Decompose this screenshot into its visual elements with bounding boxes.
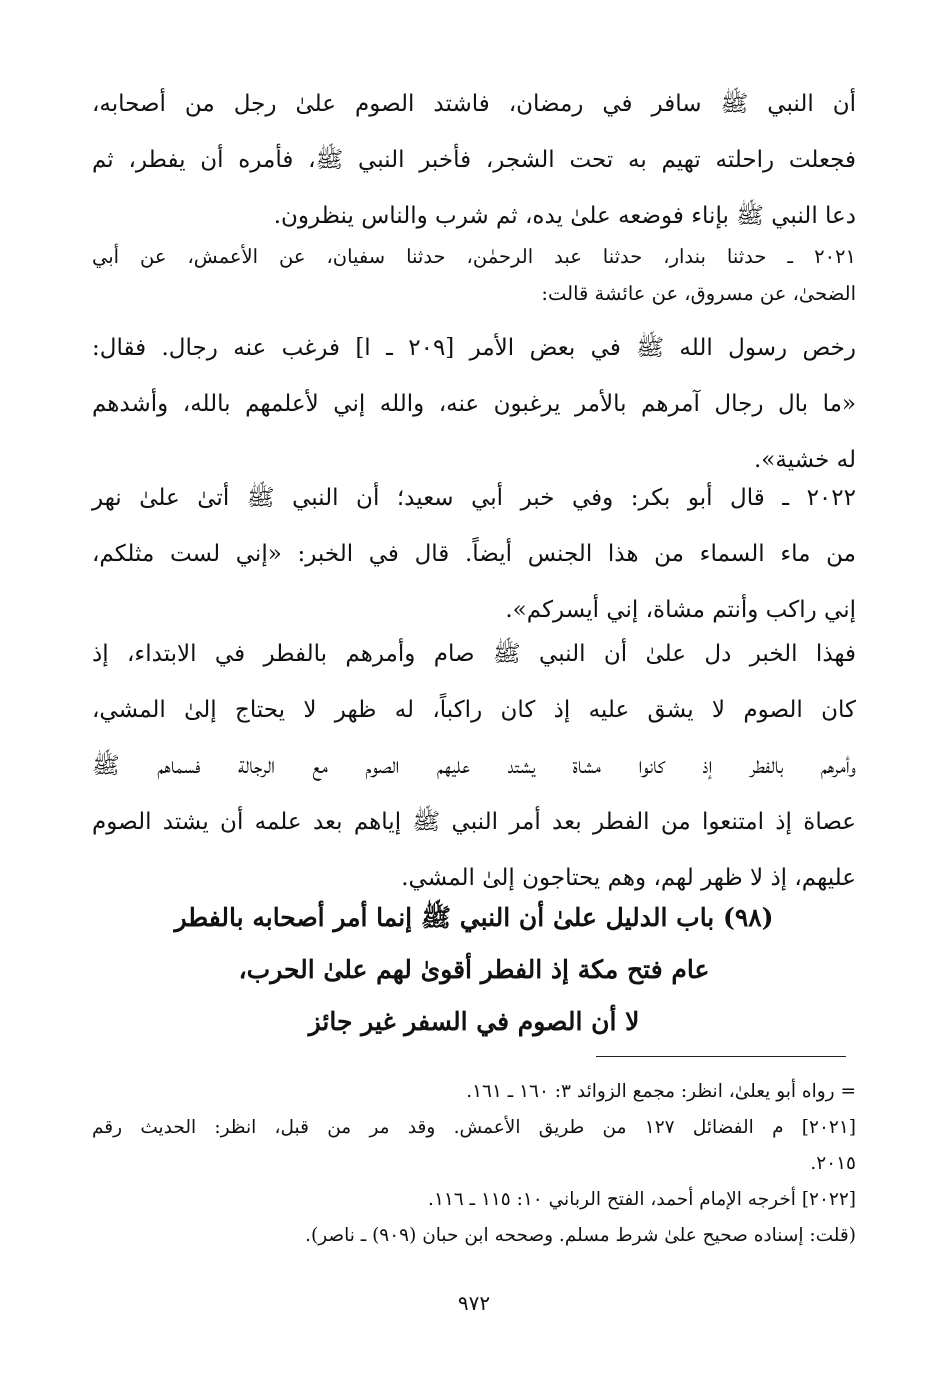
text-line: من ماء السماء من هذا الجنس أيضاً. قال في الخبر: «إني لست مثلكم، [92, 541, 856, 567]
text-line: فجعلت راحلته تهيم به تحت الشجر، فأخبر النبي ﷺ، فأمره أن يفطر، ثم [92, 147, 856, 173]
text-line: عصاة إذ امتنعوا من الفطر بعد أمر النبي ﷺ إياهم بعد علمه أن يشتد الصوم [92, 809, 856, 835]
text-line: عليهم، إذ لا ظهر لهم، وهم يحتاجون إلىٰ المشي. [401, 865, 856, 891]
commentary [92, 626, 856, 906]
text-line: وأمرهم بالفطر إذ كانوا مشاة يشتد عليهم الصوم مع الرجالة فسماهم ﷺ [92, 753, 856, 779]
text-line: دعا النبي ﷺ بإناء فوضعه علىٰ يده، ثم شرب والناس ينظرون. [273, 203, 856, 229]
text-line: رخص رسول الله ﷺ في بعض الأمر [٢٠٩ ـ ا] فرغب عنه رجال. فقال: [92, 335, 857, 361]
footnote-line: [٢٠٢٢] أخرجه الإمام أحمد، الفتح الرباني ١٠: ١١٥ ـ ١١٦. [428, 1189, 856, 1210]
isnad-2021 [92, 238, 856, 312]
page-number: ٩٧٢ [457, 1291, 491, 1315]
text-line: إني راكب وأنتم مشاة، إني أيسركم». [505, 597, 856, 623]
matn-2021 [92, 320, 856, 488]
heading-line: عام فتح مكة إذ الفطر أقوىٰ لهم علىٰ الحرب، [238, 955, 710, 984]
footnote-line: (قلت: إسناده صحيح علىٰ شرط مسلم. وصححه ابن حبان (٩٠٩) ـ ناصر). [305, 1225, 856, 1246]
hadith-continuation [92, 76, 856, 244]
footnote-line: [٢٠٢١] م الفضائل ١٢٧ من طريق الأعمش. وقد مر من قبل، انظر: الحديث رقم [92, 1117, 856, 1138]
heading-line: لا أن الصوم في السفر غير جائز [308, 1007, 640, 1036]
text-line: فهذا الخبر دل علىٰ أن النبي ﷺ صام وأمرهم بالفطر في الابتداء، إذ [92, 641, 856, 667]
footnotes [92, 1074, 856, 1254]
text-line: كان الصوم لا يشق عليه إذ كان راكباً، له ظهر لا يحتاج إلىٰ المشي، [92, 697, 856, 723]
heading-line: (٩٨) باب الدليل علىٰ أن النبي ﷺ إنما أمر أصحابه بالفطر [174, 903, 774, 932]
text-line: له خشية». [753, 447, 856, 473]
footnote-separator [596, 1056, 846, 1057]
hadith-2022 [92, 470, 856, 638]
text-line: أن النبي ﷺ سافر في رمضان، فاشتد الصوم علىٰ رجل من أصحابه، [92, 91, 856, 117]
text-line: «ما بال رجال آمرهم بالأمر يرغبون عنه، والله إني لأعلمهم بالله، وأشدهم [92, 391, 856, 417]
footnote-line: ٢٠١٥. [810, 1153, 856, 1174]
footnote-line: = رواه أبو يعلىٰ، انظر: مجمع الزوائد ٣: ١٦٠ ـ ١٦١. [466, 1081, 856, 1102]
text-line: ٢٠٢٢ ـ قال أبو بكر: وفي خبر أبي سعيد؛ أن النبي ﷺ أتىٰ علىٰ نهر [92, 485, 856, 511]
text-line: الضحىٰ، عن مسروق، عن عائشة قالت: [541, 282, 856, 305]
text-line: ٢٠٢١ ـ حدثنا بندار، حدثنا عبد الرحمٰن، حدثنا سفيان، عن الأعمش، عن أبي [92, 245, 856, 268]
chapter-heading [92, 892, 856, 1048]
